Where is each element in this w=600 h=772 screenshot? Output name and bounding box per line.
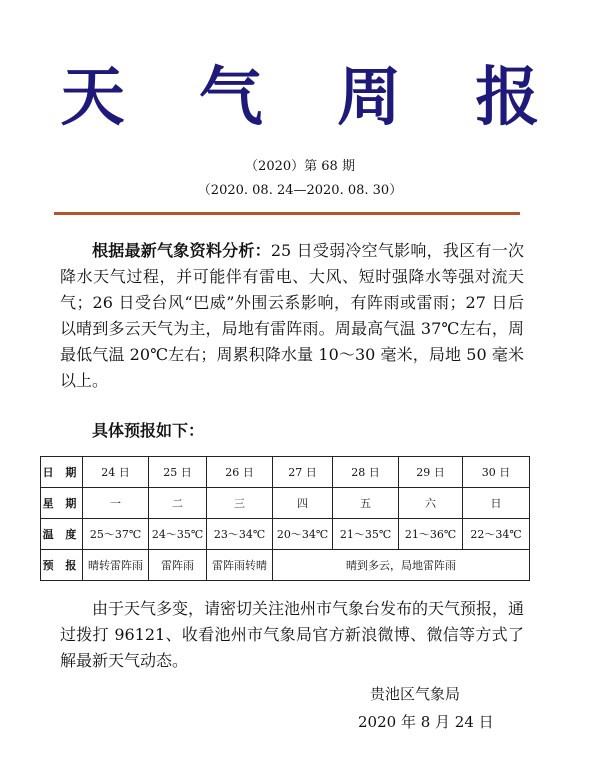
weekday-cell: 三 (207, 488, 273, 519)
forecast-table (40, 456, 530, 581)
date-cell: 25 日 (149, 457, 207, 488)
signature-date: 2020 年 8 月 24 日 (358, 713, 494, 731)
notice-paragraph: 由于天气多变，请密切关注池州市气象台发布的天气预报，通过拨打 96121、收看池州市气象局官方新浪微博、微信等方式了解最新天气动态。 (60, 599, 525, 670)
header-divider (54, 212, 520, 215)
table-row-forecast (41, 550, 530, 581)
date-cell: 27 日 (273, 457, 333, 488)
weekday-cell: 四 (273, 488, 333, 519)
weekday-cell: 六 (399, 488, 463, 519)
summary-paragraph (60, 238, 524, 394)
forecast-cell: 晴转雷阵雨 (83, 550, 149, 581)
weekday-cell: 二 (149, 488, 207, 519)
temperature-cell: 23～34℃ (207, 519, 273, 550)
temperature-cell: 22～34℃ (463, 519, 530, 550)
signature-organization: 贵池区气象局 (370, 685, 461, 703)
report-title: 天 气 周 报 (60, 60, 566, 135)
weekday-cell: 日 (463, 488, 530, 519)
table-row-temperature (41, 519, 530, 550)
row-label-date: 日 期 (41, 457, 83, 488)
table-row-date (41, 457, 530, 488)
weekday-cell: 一 (83, 488, 149, 519)
row-label-temperature: 温 度 (41, 519, 83, 550)
issue-number: （2020）第 68 期 (245, 159, 355, 174)
row-label-forecast: 预 报 (41, 550, 83, 581)
date-cell: 26 日 (207, 457, 273, 488)
date-cell: 29 日 (399, 457, 463, 488)
weekday-cell: 五 (333, 488, 399, 519)
table-row-weekday (41, 488, 530, 519)
temperature-cell: 21～35℃ (333, 519, 399, 550)
date-range: （2020. 08. 24—2020. 08. 30） (197, 183, 403, 198)
summary-body: 25 日受弱冷空气影响，我区有一次降水天气过程，并可能伴有雷电、大风、短时强降水等强对流天气；26 日受台风“巴威”外围云系影响，有阵雨或雷雨；27 日后以晴到多云天气为主，局地有雷阵雨。周最高气温 37℃左右，周最低气温 20℃左右；周累积降水量 10～30 毫米，局地 50 毫米以上。 (60, 241, 524, 390)
date-cell: 28 日 (333, 457, 399, 488)
forecast-cell: 雷阵雨 (149, 550, 207, 581)
temperature-cell: 24～35℃ (149, 519, 207, 550)
date-cell: 24 日 (83, 457, 149, 488)
date-cell: 30 日 (463, 457, 530, 488)
temperature-cell: 21～36℃ (399, 519, 463, 550)
temperature-cell: 20～34℃ (273, 519, 333, 550)
row-label-weekday: 星 期 (41, 488, 83, 519)
forecast-heading: 具体预报如下： (92, 421, 205, 440)
temperature-cell: 25～37℃ (83, 519, 149, 550)
summary-lead: 根据最新气象资料分析： (92, 241, 271, 260)
forecast-cell-merged: 晴到多云，局地雷阵雨 (273, 550, 530, 581)
forecast-cell: 雷阵雨转晴 (207, 550, 273, 581)
